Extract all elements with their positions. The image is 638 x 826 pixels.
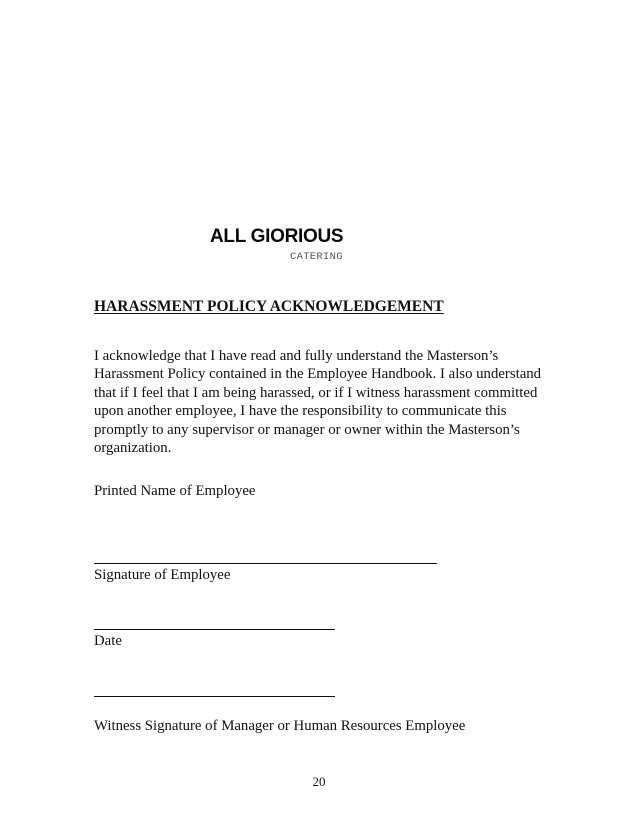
witness-signature-line[interactable] [94,696,335,697]
signature-line[interactable] [94,563,437,564]
date-line[interactable] [94,629,335,630]
acknowledgement-paragraph [94,347,544,457]
paragraph-line: organization. [94,440,172,457]
page-number: 20 [312,774,326,789]
signature-label: Signature of Employee [94,567,231,583]
paragraph-line: promptly to any supervisor or manager or owner within the Masterson’s [94,421,520,438]
date-label: Date [94,633,122,649]
paragraph-line: Harassment Policy contained in the Employee Handbook. I also understand [94,366,542,383]
printed-name-label: Printed Name of Employee [94,483,256,499]
company-name: ALL GIORIOUS [210,226,344,247]
company-subtitle: CATERING [290,251,343,263]
paragraph-line: I acknowledge that I have read and fully understand the Masterson’s [94,348,499,364]
witness-label: Witness Signature of Manager or Human Resources Employee [94,718,466,734]
paragraph-line: upon another employee, I have the responsibility to communicate this [94,403,507,420]
paragraph-line: that if I feel that I am being harassed, or if I witness harassment committed [94,384,538,401]
document-title: HARASSMENT POLICY ACKNOWLEDGEMENT [94,298,444,315]
